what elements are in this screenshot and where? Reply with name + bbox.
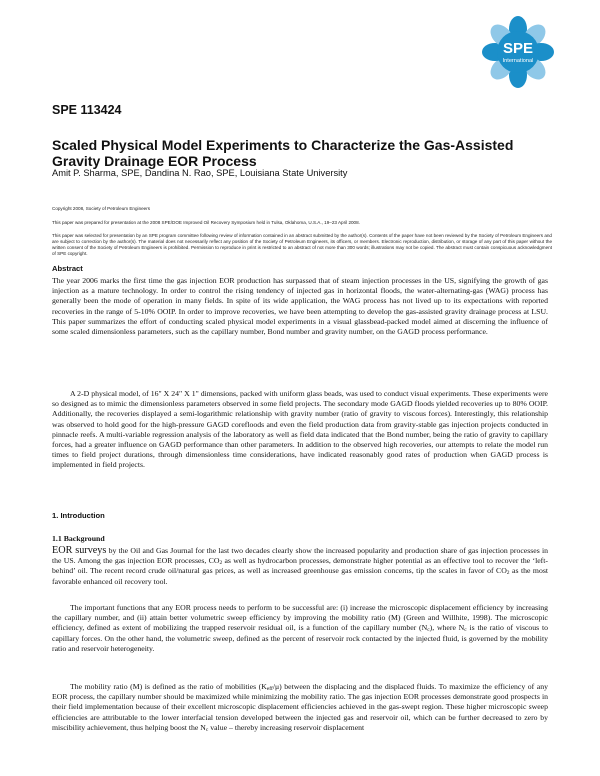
subscript: 2 [506, 570, 510, 577]
logo-text-international: International [502, 58, 534, 64]
paragraph-text: as the most favorable enhanced oil recovery tool. [52, 566, 549, 586]
paragraph-text: The mobility ratio (M) is defined as the ratio of mobilities (K [70, 682, 267, 691]
author-line: Amit P. Sharma, SPE, Dandina N. Rao, SPE, Louisiana State University [52, 168, 348, 178]
paragraph-text: by the Oil and Gas Journal for the last two decades clearly show the increased popularity and production share of gas injection processes in the US. Among the gas injection EOR processes, CO [52, 546, 549, 566]
background-paragraph-2 [52, 603, 548, 654]
paragraph-lead-phrase: EOR surveys [52, 545, 107, 556]
paragraph-text: value – thereby increasing reservoir displacement [208, 722, 365, 732]
paragraph-text: is the ratio of viscous to capillary forces. On the other hand, the volumetric sweep, defined as the percent of reservoir rock contacted by the injected fluid, is governed by the mobility ratio and reservoir heterogeneity. [52, 623, 548, 653]
abstract-heading: Abstract [52, 264, 83, 273]
abstract-paragraph-1: The year 2006 marks the first time the gas injection EOR production has surpassed that of steam injection processes in the US, signifying the growth of gas injection as a mature technology. In order to control the rising tendency of injected gas in horizontal floods, the water-alternating-gas (WAG) process has generally been the mode of operation in many fields. In spite of its wide application, the WAG process has not lived up to its expectations with reported recoveries in the range of 5-10% OOIP. In order to improve recoveries, we have been attempting to develop the gas-assisted gravity drainage process at LSU. This paper summarizes the effort of conducting scaled physical model experiments in a visual glassbead-packed model aimed at discerning the influence of some scaled dimensionless parameters, such as the capillary number, Bond number and gravity number, on the GAGD process performance. [52, 276, 548, 337]
paragraph-text: The important functions that any EOR process needs to perform to be successful are: (i) increase the microscopic displacement efficiency by increasing the capillary number, and (ii) attain better volumetric sweep efficiency by improving the mobility ratio (M) (Green and Willhite, 1998). The microscopic efficiency, defined as extent of mobilizing the trapped reservoir residual oil, is a function of the capillary number (N [52, 603, 548, 633]
paragraph-text: as well as hydrocarbon processes, demonstrate higher potential as an effective tool to recover the ‘left-behind’ oil. The recent record crude oil/natural gas prices, as well as increased greenhouse gas emission concerns, tip the scales in favor of CO [52, 556, 548, 576]
subscript: c [464, 627, 467, 634]
paragraph-text: ), where N [429, 623, 465, 633]
subscript: 2 [219, 560, 223, 567]
subscript: c [427, 627, 430, 634]
copyright-notice: Copyright 2008, Society of Petroleum Engineers [52, 206, 151, 211]
spe-international-logo [482, 16, 554, 88]
background-paragraph-1 [52, 546, 548, 587]
subscript: c [205, 726, 209, 733]
paper-number: SPE 113424 [52, 103, 122, 117]
background-paragraph-3 [52, 682, 548, 733]
paragraph-text: /μ) between the displacing and the displaced fluids. To maximize the efficiency of any EOR process, the capillary number should be maximized while minimizing the mobility ratio. The gas injection EOR processes demonstrate good prospects in their field implementation because of their excellent microscopic displacement efficiencies achieved in the gas-swept region. These higher microscopic sweep efficiencies are attributable to the lower interfacial tension developed between the injected gas and reservoir oil, which can be further decreased to zero by miscibility achievement, thus helping boost the N [52, 682, 548, 732]
background-subheading: 1.1 Background [52, 534, 105, 543]
spe-logo-icon [482, 16, 554, 88]
introduction-heading: 1. Introduction [52, 511, 105, 520]
abstract-paragraph-2: A 2-D physical model, of 16" X 24" X 1" dimensions, packed with uniform glass beads, was used to conduct visual experiments. These experiments were so designed as to mimic the dimensionless parameters observed in some field projects. The secondary mode GAGD floods yielded recoveries up to 80% OOIP. Additionally, the recoveries displayed a semi-logarithmic relationship with gravity number (ratio of gravity to viscous forces). Interestingly, this relationship was observed to hold good for the high-pressure GAGD corefloods and even the field production data from gravity-stable gas injection projects conducted in pinnacle reefs. A multi-variable regression analysis of the laboratory as well as field data indicated that the Bond number, being the ratio of gravity to capillary forces, had a greater influence on GAGD performance than other parameters. In addition to the observed high recoveries, our attempts to relate the model run times to field project durations, through dimensionless time considerations, have indicated reasonably good rates of production when GAGD process is implemented in field projects. [52, 389, 548, 470]
subscript: eff [266, 686, 273, 692]
presentation-notice: This paper was prepared for presentation at the 2008 SPE/DOE Improved Oil Recovery Symposium held in Tulsa, Oklahoma, U.S.A., 19–23 April 2008. [52, 220, 360, 225]
logo-text-spe: SPE [502, 40, 534, 57]
paper-title: Scaled Physical Model Experiments to Characterize the Gas-Assisted Gravity Drainage EOR Process [52, 137, 514, 169]
review-disclaimer: This paper was selected for presentation by an SPE program committee following review of information contained in an abstract submitted by the author(s). Contents of the paper have not been reviewed by the Society of Petroleum Engineers and are subject to correction by the author(s). The material does not necessarily reflect any position of the Society of Petroleum Engineers, its officers, or members. Electronic reproduction, distribution, or storage of any part of this paper without the written consent of the Society of Petroleum Engineers is prohibited. Permission to reproduce in print is restricted to an abstract of not more than 300 words; illustrations may not be copied. The abstract must contain conspicuous acknowledgment of SPE copyright. [52, 233, 552, 256]
